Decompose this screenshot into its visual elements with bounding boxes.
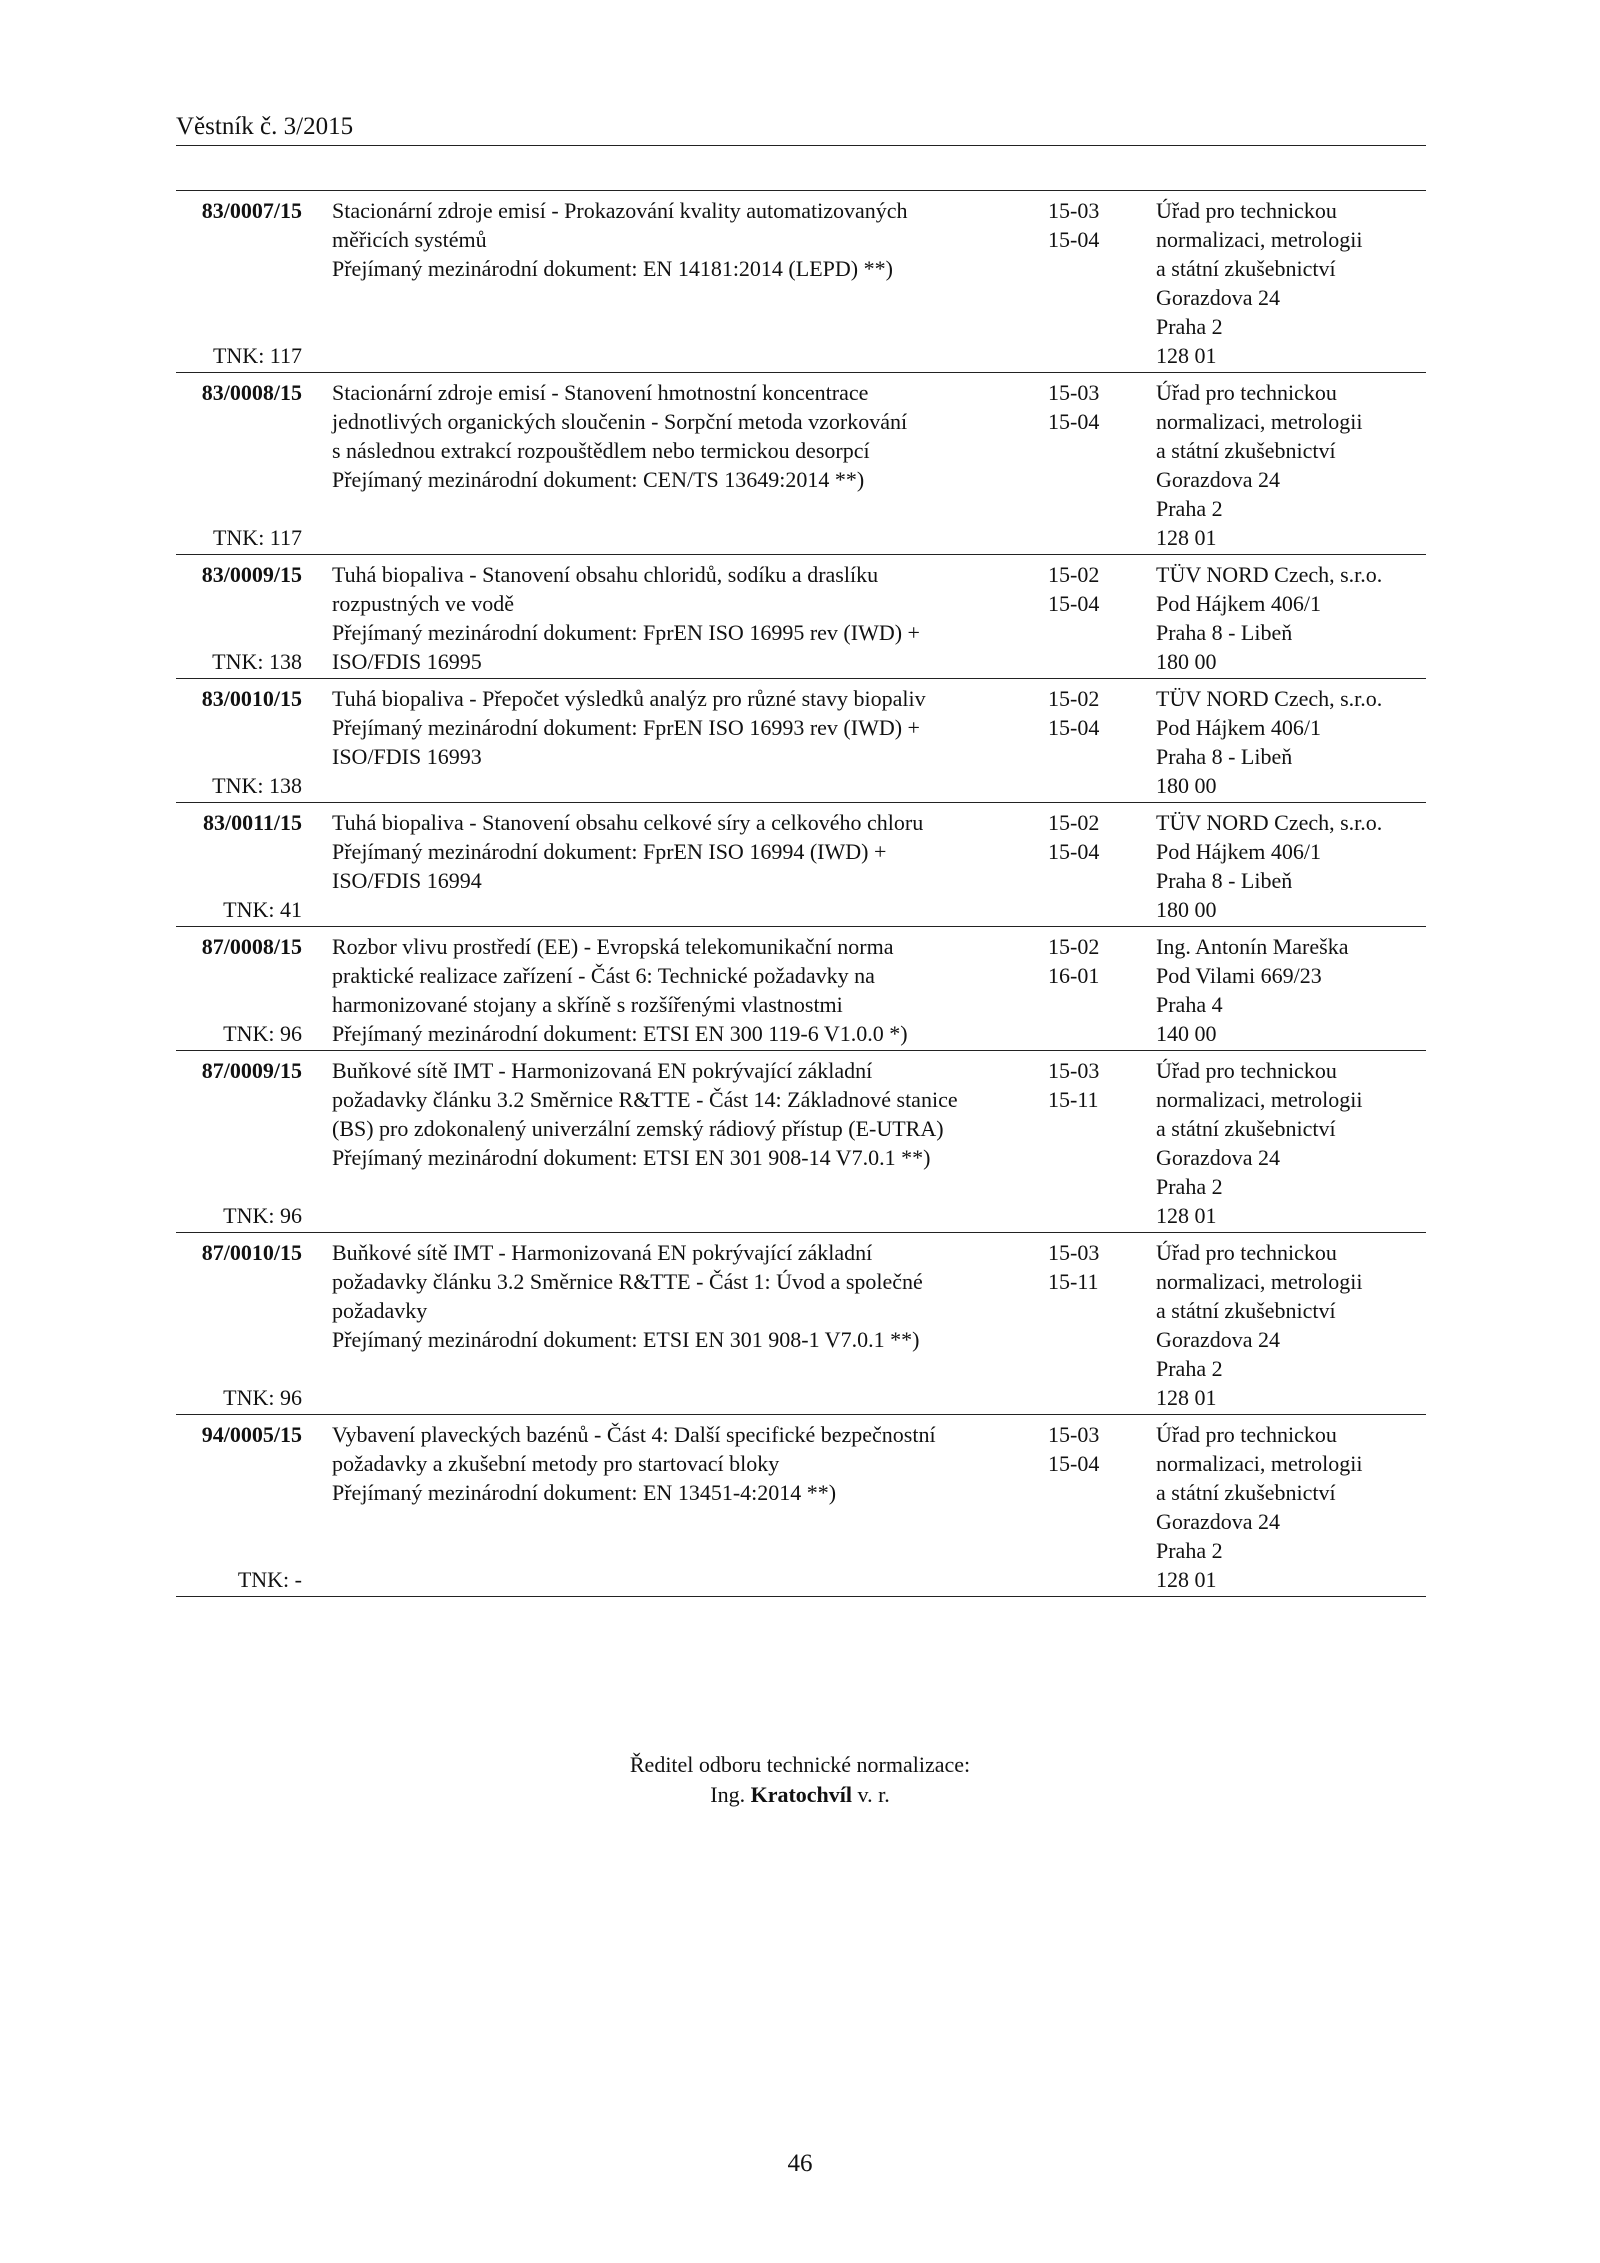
entry-number-cell: [176, 378, 302, 552]
entry-title-line: Přejímaný mezinárodní dokument: EN 14181:2014 (LEPD) **): [332, 256, 893, 281]
entry-title-line: rozpustných ve vodě: [332, 591, 515, 616]
entry-number-cell: [176, 808, 302, 924]
entry-title-line: Stacionární zdroje emisí - Prokazování kvality automatizovaných: [332, 198, 908, 223]
table-row: [176, 191, 1426, 373]
entry-title-line: Přejímaný mezinárodní dokument: ETSI EN 300 119-6 V1.0.0 *): [332, 1021, 908, 1046]
entry-date: 15-02: [1048, 562, 1100, 587]
entry-organization-line: Gorazdova 24: [1156, 1509, 1281, 1534]
entry-title-line: měřicích systémů: [332, 227, 487, 252]
entry-date: 15-04: [1048, 409, 1100, 434]
entry-tnk: TNK: 96: [223, 1203, 302, 1228]
entry-code: 87/0008/15: [201, 934, 302, 959]
standards-table: [176, 190, 1426, 1597]
entry-number-cell: [176, 684, 302, 800]
entry-organization-line: Praha 8 - Libeň: [1156, 620, 1293, 645]
entry-code: 83/0008/15: [201, 380, 302, 405]
entry-date: 15-11: [1048, 1087, 1099, 1112]
entry-title-line: ISO/FDIS 16995: [332, 649, 482, 674]
entry-title-cell: [332, 196, 1022, 283]
entry-organization-line: 128 01: [1156, 1385, 1217, 1410]
entry-organization-line: Úřad pro technickou: [1156, 1058, 1337, 1083]
entry-organization-line: 180 00: [1156, 649, 1217, 674]
entry-organization-cell: [1156, 1056, 1363, 1230]
entry-date: 15-04: [1048, 715, 1100, 740]
entry-dates-cell: [1048, 1420, 1099, 1478]
entry-organization-line: a státní zkušebnictví: [1156, 1116, 1336, 1141]
entry-organization-line: Úřad pro technickou: [1156, 1240, 1337, 1265]
entry-title-line: Stacionární zdroje emisí - Stanovení hmotnostní koncentrace: [332, 380, 869, 405]
entry-organization-line: Praha 2: [1156, 314, 1223, 339]
entry-organization-cell: [1156, 560, 1382, 676]
entry-organization-line: a státní zkušebnictví: [1156, 256, 1336, 281]
entry-title-cell: [332, 808, 1022, 895]
entry-organization-line: normalizaci, metrologii: [1156, 409, 1363, 434]
entry-date: 15-03: [1048, 1058, 1100, 1083]
table-row: [176, 927, 1426, 1051]
entry-date: 15-11: [1048, 1269, 1099, 1294]
entry-organization-cell: [1156, 808, 1382, 924]
entry-organization-line: 180 00: [1156, 897, 1217, 922]
entry-organization-line: 128 01: [1156, 343, 1217, 368]
entry-title-line: Přejímaný mezinárodní dokument: EN 13451-4:2014 **): [332, 1480, 837, 1505]
entry-title-line: požadavky a zkušební metody pro startovací bloky: [332, 1451, 780, 1476]
entry-organization-cell: [1156, 1420, 1363, 1594]
entry-title-line: Vybavení plaveckých bazénů - Část 4: Další specifické bezpečnostní: [332, 1422, 936, 1447]
entry-organization-line: Úřad pro technickou: [1156, 380, 1337, 405]
table-row: [176, 373, 1426, 555]
entry-title-cell: [332, 1420, 1022, 1507]
entry-organization-line: a státní zkušebnictví: [1156, 438, 1336, 463]
entry-organization-line: Praha 8 - Libeň: [1156, 744, 1293, 769]
entry-organization-line: normalizaci, metrologii: [1156, 1269, 1363, 1294]
entry-organization-line: normalizaci, metrologii: [1156, 1451, 1363, 1476]
entry-organization-line: TÜV NORD Czech, s.r.o.: [1156, 562, 1383, 587]
entry-date: 15-04: [1048, 839, 1100, 864]
entry-tnk: TNK: 138: [212, 649, 302, 674]
standards-table-container: [176, 190, 1426, 1597]
entry-organization-line: Pod Hájkem 406/1: [1156, 591, 1321, 616]
entry-dates-cell: [1048, 1056, 1099, 1114]
entry-organization-line: Ing. Antonín Mareška: [1156, 934, 1349, 959]
signature-role: Ředitel odboru technické normalizace:: [629, 1752, 971, 1777]
entry-tnk: TNK: 96: [223, 1385, 302, 1410]
entry-title-cell: [332, 378, 1022, 494]
entry-organization-line: Praha 2: [1156, 1356, 1223, 1381]
table-row: [176, 679, 1426, 803]
header-divider: [176, 145, 1426, 146]
entry-date: 15-04: [1048, 1451, 1100, 1476]
table-row: [176, 555, 1426, 679]
entry-number-cell: [176, 1420, 302, 1594]
entry-organization-line: Praha 2: [1156, 496, 1223, 521]
entry-organization-line: Praha 8 - Libeň: [1156, 868, 1293, 893]
signature-block: [0, 1750, 1600, 1810]
entry-number-cell: [176, 196, 302, 370]
page-header-title: Věstník č. 3/2015: [176, 113, 354, 140]
entry-date: 15-02: [1048, 810, 1100, 835]
entry-title-line: ISO/FDIS 16993: [332, 744, 482, 769]
entry-date: 15-02: [1048, 934, 1100, 959]
entry-date: 15-03: [1048, 1422, 1100, 1447]
entry-number-cell: [176, 1056, 302, 1230]
entry-dates-cell: [1048, 1238, 1099, 1296]
entry-title-line: Přejímaný mezinárodní dokument: ETSI EN 301 908-14 V7.0.1 **): [332, 1145, 931, 1170]
entry-organization-cell: [1156, 684, 1382, 800]
signature-name-line: [0, 1780, 1600, 1810]
entry-title-line: Buňkové sítě IMT - Harmonizovaná EN pokrývající základní: [332, 1058, 873, 1083]
entry-date: 16-01: [1048, 963, 1100, 988]
entry-date: 15-02: [1048, 686, 1100, 711]
page-number: 46: [787, 2150, 813, 2177]
entry-number-cell: [176, 560, 302, 676]
entry-code: 87/0010/15: [201, 1240, 302, 1265]
entry-organization-line: TÜV NORD Czech, s.r.o.: [1156, 810, 1383, 835]
entry-organization-line: Úřad pro technickou: [1156, 1422, 1337, 1447]
entry-dates-cell: [1048, 932, 1099, 990]
entry-organization-line: 128 01: [1156, 1203, 1217, 1228]
entry-title-line: Přejímaný mezinárodní dokument: FprEN ISO 16993 rev (IWD) +: [332, 715, 920, 740]
entry-number-cell: [176, 932, 302, 1048]
table-row: [176, 1415, 1426, 1597]
signature-name: Kratochvíl: [750, 1782, 853, 1807]
entry-title-line: s následnou extrakcí rozpouštědlem nebo termickou desorpcí: [332, 438, 870, 463]
entry-organization-line: 128 01: [1156, 1567, 1217, 1592]
entry-title-line: jednotlivých organických sloučenin - Sorpční metoda vzorkování: [332, 409, 908, 434]
entry-title-line: (BS) pro zdokonalený univerzální zemský rádiový přístup (E-UTRA): [332, 1116, 944, 1141]
entry-title-line: požadavky článku 3.2 Směrnice R&TTE - Část 14: Základnové stanice: [332, 1087, 958, 1112]
entry-organization-line: Gorazdova 24: [1156, 285, 1281, 310]
entry-title-line: praktické realizace zařízení - Část 6: Technické požadavky na: [332, 963, 875, 988]
entry-organization-line: 140 00: [1156, 1021, 1217, 1046]
entry-organization-line: Pod Hájkem 406/1: [1156, 839, 1321, 864]
entry-dates-cell: [1048, 560, 1099, 618]
table-row: [176, 1051, 1426, 1233]
entry-organization-line: Praha 4: [1156, 992, 1223, 1017]
entry-organization-line: 180 00: [1156, 773, 1217, 798]
entry-title-line: požadavky: [332, 1298, 428, 1323]
entry-organization-line: Gorazdova 24: [1156, 1145, 1281, 1170]
entry-code: 87/0009/15: [201, 1058, 302, 1083]
entry-code: 94/0005/15: [201, 1422, 302, 1447]
entry-title-line: požadavky článku 3.2 Směrnice R&TTE - Část 1: Úvod a společné: [332, 1269, 923, 1294]
entry-title-line: Buňkové sítě IMT - Harmonizovaná EN pokrývající základní: [332, 1240, 873, 1265]
entry-code: 83/0007/15: [201, 198, 302, 223]
entry-tnk: TNK: 41: [223, 897, 302, 922]
entry-title-cell: [332, 1238, 1022, 1354]
entry-tnk: TNK: 138: [212, 773, 302, 798]
entry-organization-cell: [1156, 932, 1348, 1048]
entry-date: 15-03: [1048, 380, 1100, 405]
entry-title-line: Tuhá biopaliva - Stanovení obsahu chloridů, sodíku a draslíku: [332, 562, 879, 587]
entry-organization-cell: [1156, 1238, 1363, 1412]
entry-organization-line: Praha 2: [1156, 1174, 1223, 1199]
entry-dates-cell: [1048, 684, 1099, 742]
entry-organization-line: normalizaci, metrologii: [1156, 1087, 1363, 1112]
entry-organization-cell: [1156, 196, 1363, 370]
entry-organization-line: TÜV NORD Czech, s.r.o.: [1156, 686, 1383, 711]
entry-organization-line: 128 01: [1156, 525, 1217, 550]
entry-title-line: Tuhá biopaliva - Přepočet výsledků analýz pro různé stavy biopaliv: [332, 686, 926, 711]
entry-organization-cell: [1156, 378, 1363, 552]
entry-organization-line: Gorazdova 24: [1156, 1327, 1281, 1352]
entry-title-cell: [332, 560, 1022, 676]
entry-dates-cell: [1048, 808, 1099, 866]
entry-title-line: Přejímaný mezinárodní dokument: ETSI EN 301 908-1 V7.0.1 **): [332, 1327, 920, 1352]
entry-title-line: Rozbor vlivu prostředí (EE) - Evropská telekomunikační norma: [332, 934, 894, 959]
table-row: [176, 803, 1426, 927]
entry-organization-line: Úřad pro technickou: [1156, 198, 1337, 223]
entry-date: 15-04: [1048, 227, 1100, 252]
entry-date: 15-04: [1048, 591, 1100, 616]
entry-dates-cell: [1048, 196, 1099, 254]
entry-date: 15-03: [1048, 198, 1100, 223]
entry-title-line: Přejímaný mezinárodní dokument: FprEN ISO 16994 (IWD) +: [332, 839, 887, 864]
entry-number-cell: [176, 1238, 302, 1412]
entry-tnk: TNK: -: [237, 1567, 302, 1592]
entry-dates-cell: [1048, 378, 1099, 436]
entry-title-line: ISO/FDIS 16994: [332, 868, 482, 893]
entry-title-cell: [332, 684, 1022, 771]
entry-tnk: TNK: 117: [212, 343, 302, 368]
entry-organization-line: Gorazdova 24: [1156, 467, 1281, 492]
entry-code: 83/0009/15: [201, 562, 302, 587]
entry-organization-line: normalizaci, metrologii: [1156, 227, 1363, 252]
entry-organization-line: Praha 2: [1156, 1538, 1223, 1563]
signature-suffix: v. r.: [857, 1782, 890, 1807]
entry-organization-line: Pod Hájkem 406/1: [1156, 715, 1321, 740]
entry-title-line: harmonizované stojany a skříně s rozšířenými vlastnostmi: [332, 992, 843, 1017]
entry-tnk: TNK: 96: [223, 1021, 302, 1046]
table-row: [176, 1233, 1426, 1415]
entry-title-cell: [332, 932, 1022, 1048]
signature-prefix: Ing.: [710, 1782, 746, 1807]
entry-title-line: Přejímaný mezinárodní dokument: FprEN ISO 16995 rev (IWD) +: [332, 620, 920, 645]
entry-title-cell: [332, 1056, 1022, 1172]
entry-title-line: Tuhá biopaliva - Stanovení obsahu celkové síry a celkového chloru: [332, 810, 924, 835]
entry-date: 15-03: [1048, 1240, 1100, 1265]
entry-tnk: TNK: 117: [212, 525, 302, 550]
entry-organization-line: a státní zkušebnictví: [1156, 1298, 1336, 1323]
entry-code: 83/0011/15: [202, 810, 302, 835]
entry-organization-line: a státní zkušebnictví: [1156, 1480, 1336, 1505]
entry-code: 83/0010/15: [201, 686, 302, 711]
entry-organization-line: Pod Vilami 669/23: [1156, 963, 1322, 988]
entry-title-line: Přejímaný mezinárodní dokument: CEN/TS 13649:2014 **): [332, 467, 865, 492]
